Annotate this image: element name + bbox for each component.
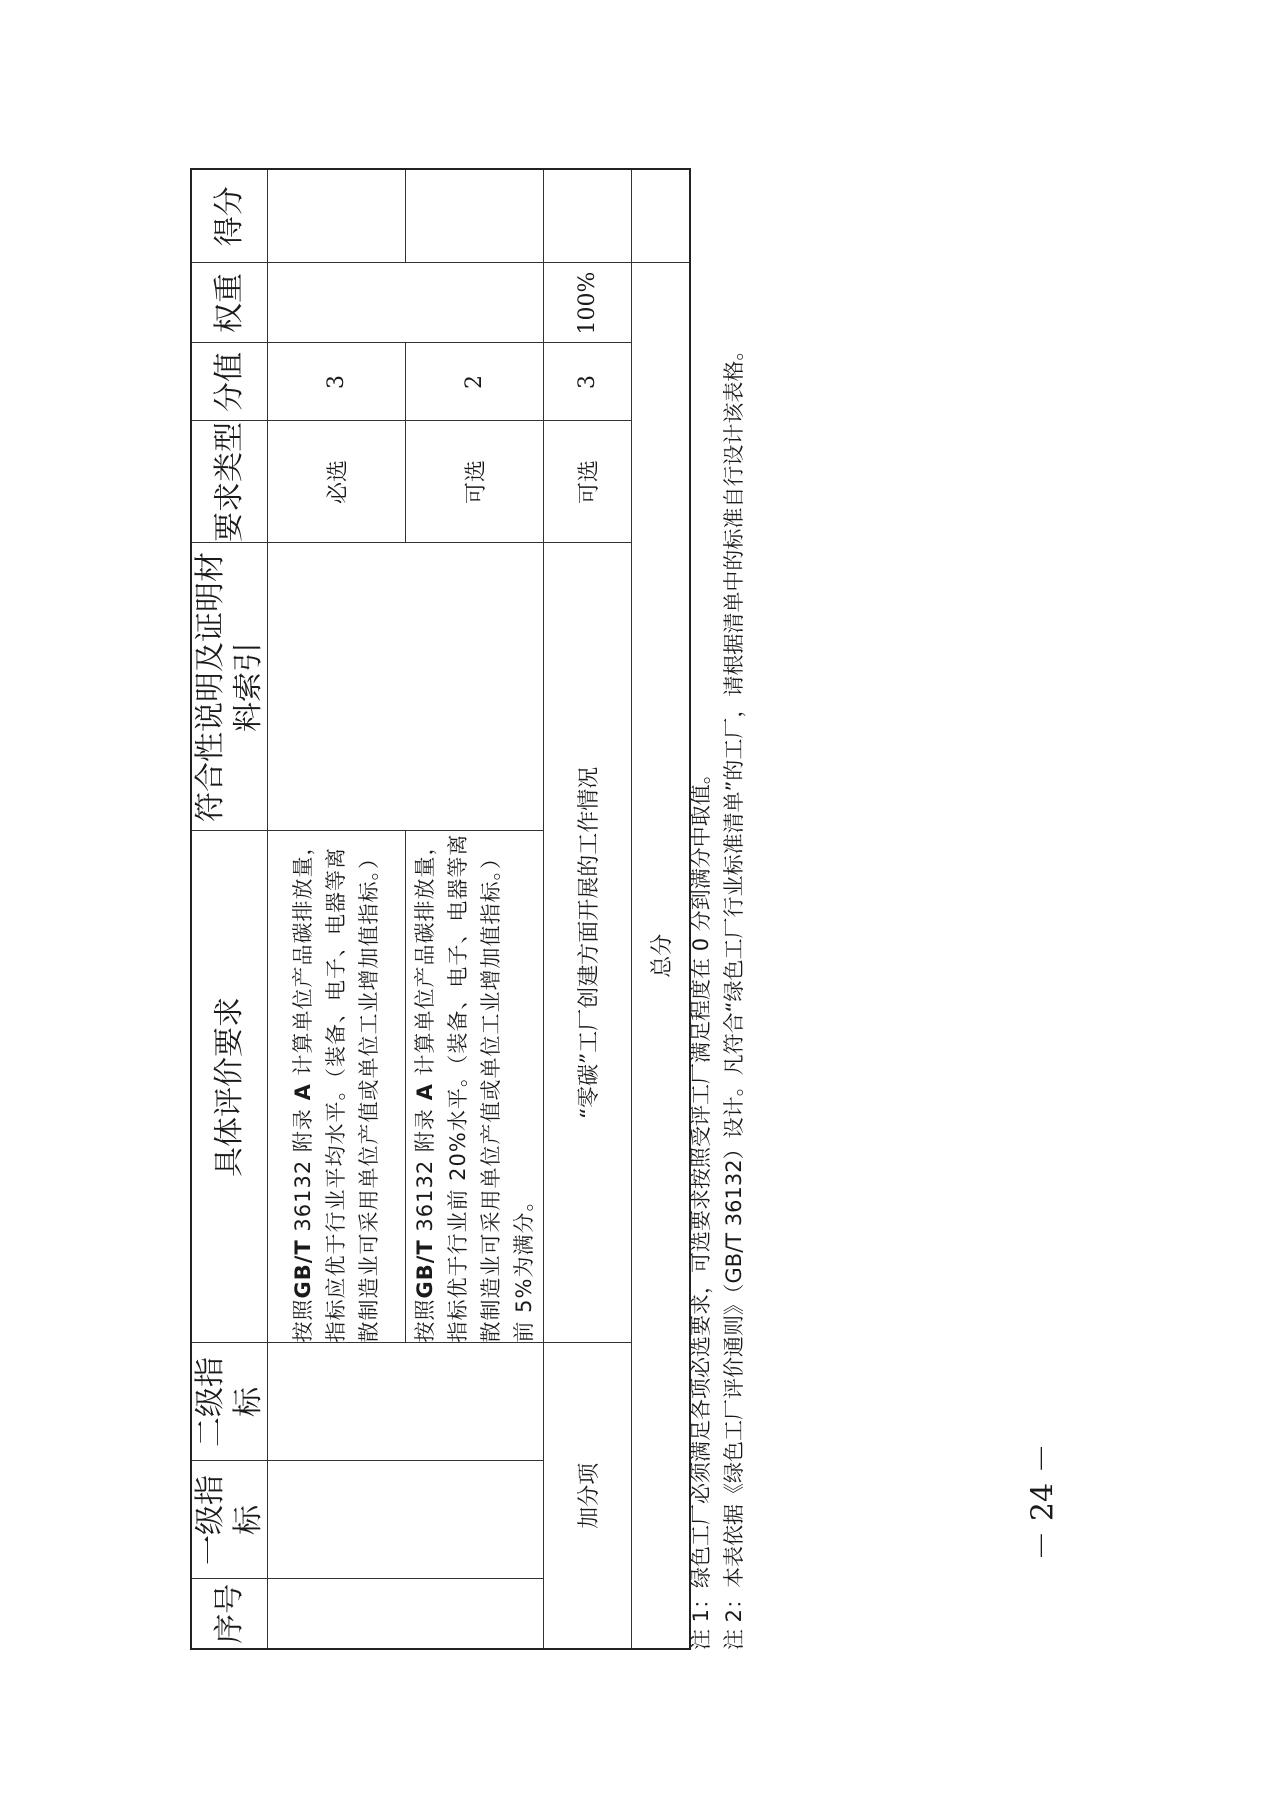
bonus-weight: 100% [544, 263, 632, 343]
table-header-row [191, 169, 268, 1649]
header-weight: 权重 [191, 263, 268, 343]
requirement-standard: GB/T [412, 1239, 437, 1299]
note-2: 注 2：本表依据《绿色工厂评价通则》（GB/T 36132）设计。凡符合“绿色工厂行业标准清单”的工厂，请根据清单中的标准自行设计该表格。 [722, 339, 746, 1650]
type-cell: 可选 [406, 421, 544, 543]
score-cell [268, 169, 406, 263]
table-notes [685, 160, 751, 1650]
requirement-text-c: 计算单位产品碳排放量，指标优于行业前 20%水平。（装备、电子、电器等离散制造业可采用单位产值或单位工业增加值指标。）前 5%为满分。 [412, 833, 536, 1343]
requirement-cell [406, 831, 544, 1343]
requirement-annex-letter: A [291, 1083, 315, 1101]
requirement-text-a: 按照 [291, 1298, 315, 1343]
page-number: － 24 － [1026, 1443, 1061, 1561]
header-seq: 序号 [191, 1579, 268, 1649]
requirement-text-b: 36132 附录 [291, 1100, 315, 1240]
requirement-annex-letter: A [412, 1083, 437, 1101]
bonus-score [544, 169, 632, 263]
requirement-text-c: 计算单位产品碳排放量，指标应优于行业平均水平。（装备、电子、电器等离散制造业可采用单位产值或单位工业增加值指标。） [291, 833, 381, 1343]
bonus-row [544, 169, 632, 1649]
table-row [268, 169, 406, 1649]
level2-cell [268, 1343, 544, 1461]
seq-cell [268, 1579, 544, 1649]
header-evidence: 符合性说明及证明材料索引 [191, 543, 268, 831]
page-number-wrap [1010, 1402, 1070, 1602]
total-label: 总分 [632, 263, 690, 1649]
requirement-cell [268, 831, 406, 1343]
bonus-type: 可选 [544, 421, 632, 543]
requirement-text-b: 36132 附录 [412, 1100, 437, 1240]
header-level2: 二级指标 [191, 1343, 268, 1461]
evidence-cell [268, 543, 544, 831]
evaluation-table [190, 168, 691, 1650]
bonus-score-value: 3 [544, 343, 632, 421]
score-value-cell: 2 [406, 343, 544, 421]
header-type: 要求类型 [191, 421, 268, 543]
header-score: 得分 [191, 169, 268, 263]
score-cell [406, 169, 544, 263]
score-value-cell: 3 [268, 343, 406, 421]
weight-cell [268, 263, 544, 343]
rotated-page-content [190, 140, 790, 1660]
header-score-value: 分值 [191, 343, 268, 421]
header-requirement: 具体评价要求 [191, 831, 268, 1343]
header-level1: 一级指标 [191, 1461, 268, 1579]
total-row [632, 169, 690, 1649]
total-score [632, 169, 690, 263]
bonus-requirement: “零碳”工厂创建方面开展的工作情况 [544, 543, 632, 1343]
requirement-text-a: 按照 [412, 1298, 437, 1343]
level1-cell [268, 1461, 544, 1579]
type-cell: 必选 [268, 421, 406, 543]
bonus-label: 加分项 [544, 1343, 632, 1649]
note-1: 注 1：绿色工厂必须满足各项必选要求，可选要求按照受评工厂满足程度在 0 分到满分中取值。 [689, 763, 713, 1650]
requirement-standard: GB/T [291, 1239, 315, 1299]
